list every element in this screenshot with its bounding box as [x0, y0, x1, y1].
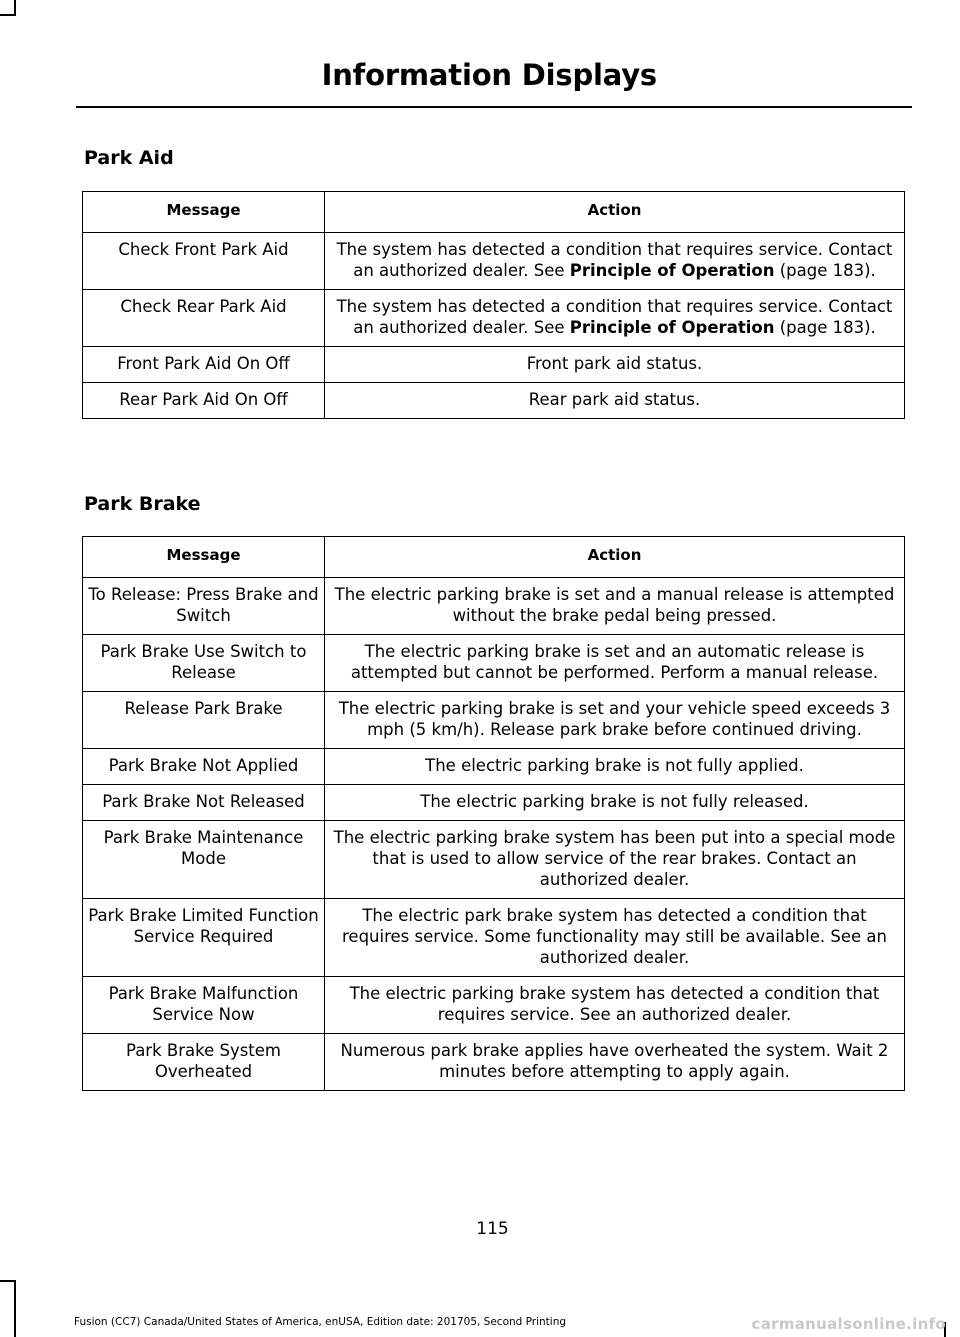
table-row — [83, 977, 905, 1034]
section-title-park-aid: Park Aid — [84, 147, 174, 169]
crop-mark-bottom-left — [14, 1280, 16, 1337]
crop-mark-top-left — [0, 14, 16, 16]
table-row — [83, 347, 905, 383]
table-row — [83, 821, 905, 899]
table-row — [83, 290, 905, 347]
column-header-action: Action — [325, 192, 905, 233]
park-brake-table — [82, 536, 905, 1091]
table-header-row — [83, 537, 905, 578]
page-reference: (page 183). — [774, 318, 876, 337]
action-cell: The electric parking brake is set and your vehicle speed exceeds 3 mph (5 km/h). Release park brake before continued driving. — [325, 692, 905, 749]
page-number: 115 — [476, 1219, 509, 1239]
footer-edition-info: Fusion (CC7) Canada/United States of America, enUSA, Edition date: 201705, Second Printing — [74, 1316, 567, 1328]
message-cell: Park Brake Use Switch to Release — [83, 635, 325, 692]
message-cell: Release Park Brake — [83, 692, 325, 749]
page-reference: (page 183). — [774, 261, 876, 280]
column-header-message: Message — [83, 537, 325, 578]
watermark: carmanualsonline.info — [751, 1315, 946, 1333]
message-cell: Park Brake Not Released — [83, 785, 325, 821]
cross-reference-link[interactable]: Principle of Operation — [569, 318, 775, 337]
table-row — [83, 383, 905, 419]
table-row — [83, 899, 905, 977]
table-row — [83, 692, 905, 749]
action-cell: Numerous park brake applies have overheated the system. Wait 2 minutes before attempting to apply again. — [325, 1034, 905, 1091]
action-cell: Rear park aid status. — [325, 383, 905, 419]
action-cell: The electric parking brake is not fully applied. — [325, 749, 905, 785]
table-row — [83, 578, 905, 635]
action-cell: The electric parking brake is set and a manual release is attempted without the brake pedal being pressed. — [325, 578, 905, 635]
message-cell: Park Brake Maintenance Mode — [83, 821, 325, 899]
message-cell: Park Brake System Overheated — [83, 1034, 325, 1091]
crop-mark-bottom-left — [0, 1280, 16, 1282]
table-row — [83, 785, 905, 821]
action-cell: The electric parking brake is not fully released. — [325, 785, 905, 821]
table-row — [83, 635, 905, 692]
table-row — [83, 749, 905, 785]
message-cell: Park Brake Malfunction Service Now — [83, 977, 325, 1034]
column-header-action: Action — [325, 537, 905, 578]
page-header-title: Information Displays — [321, 58, 657, 92]
action-cell: The electric parking brake is set and an automatic release is attempted but cannot be performed. Perform a manual release. — [325, 635, 905, 692]
park-aid-table — [82, 191, 905, 419]
message-cell: Park Brake Limited Function Service Required — [83, 899, 325, 977]
table-row — [83, 1034, 905, 1091]
message-cell: Park Brake Not Applied — [83, 749, 325, 785]
message-cell: Check Front Park Aid — [83, 233, 325, 290]
column-header-message: Message — [83, 192, 325, 233]
action-cell: The electric parking brake system has been put into a special mode that is used to allow service of the rear brakes. Contact an authorized dealer. — [325, 821, 905, 899]
table-header-row — [83, 192, 905, 233]
action-text: The system has detected a condition that requires service. Contact an authorized dealer. See — [336, 240, 893, 280]
action-cell: The electric park brake system has detected a condition that requires service. Some functionality may still be available. See an authorized dealer. — [325, 899, 905, 977]
action-text: The system has detected a condition that requires service. Contact an authorized dealer. See — [336, 297, 893, 337]
section-title-park-brake: Park Brake — [84, 493, 201, 515]
action-cell — [325, 290, 905, 347]
message-cell: Rear Park Aid On Off — [83, 383, 325, 419]
table-row — [83, 233, 905, 290]
action-cell — [325, 233, 905, 290]
action-cell: Front park aid status. — [325, 347, 905, 383]
message-cell: To Release: Press Brake and Switch — [83, 578, 325, 635]
action-cell: The electric parking brake system has detected a condition that requires service. See an authorized dealer. — [325, 977, 905, 1034]
message-cell: Check Rear Park Aid — [83, 290, 325, 347]
cross-reference-link[interactable]: Principle of Operation — [569, 261, 775, 280]
header-rule — [76, 106, 912, 108]
message-cell: Front Park Aid On Off — [83, 347, 325, 383]
